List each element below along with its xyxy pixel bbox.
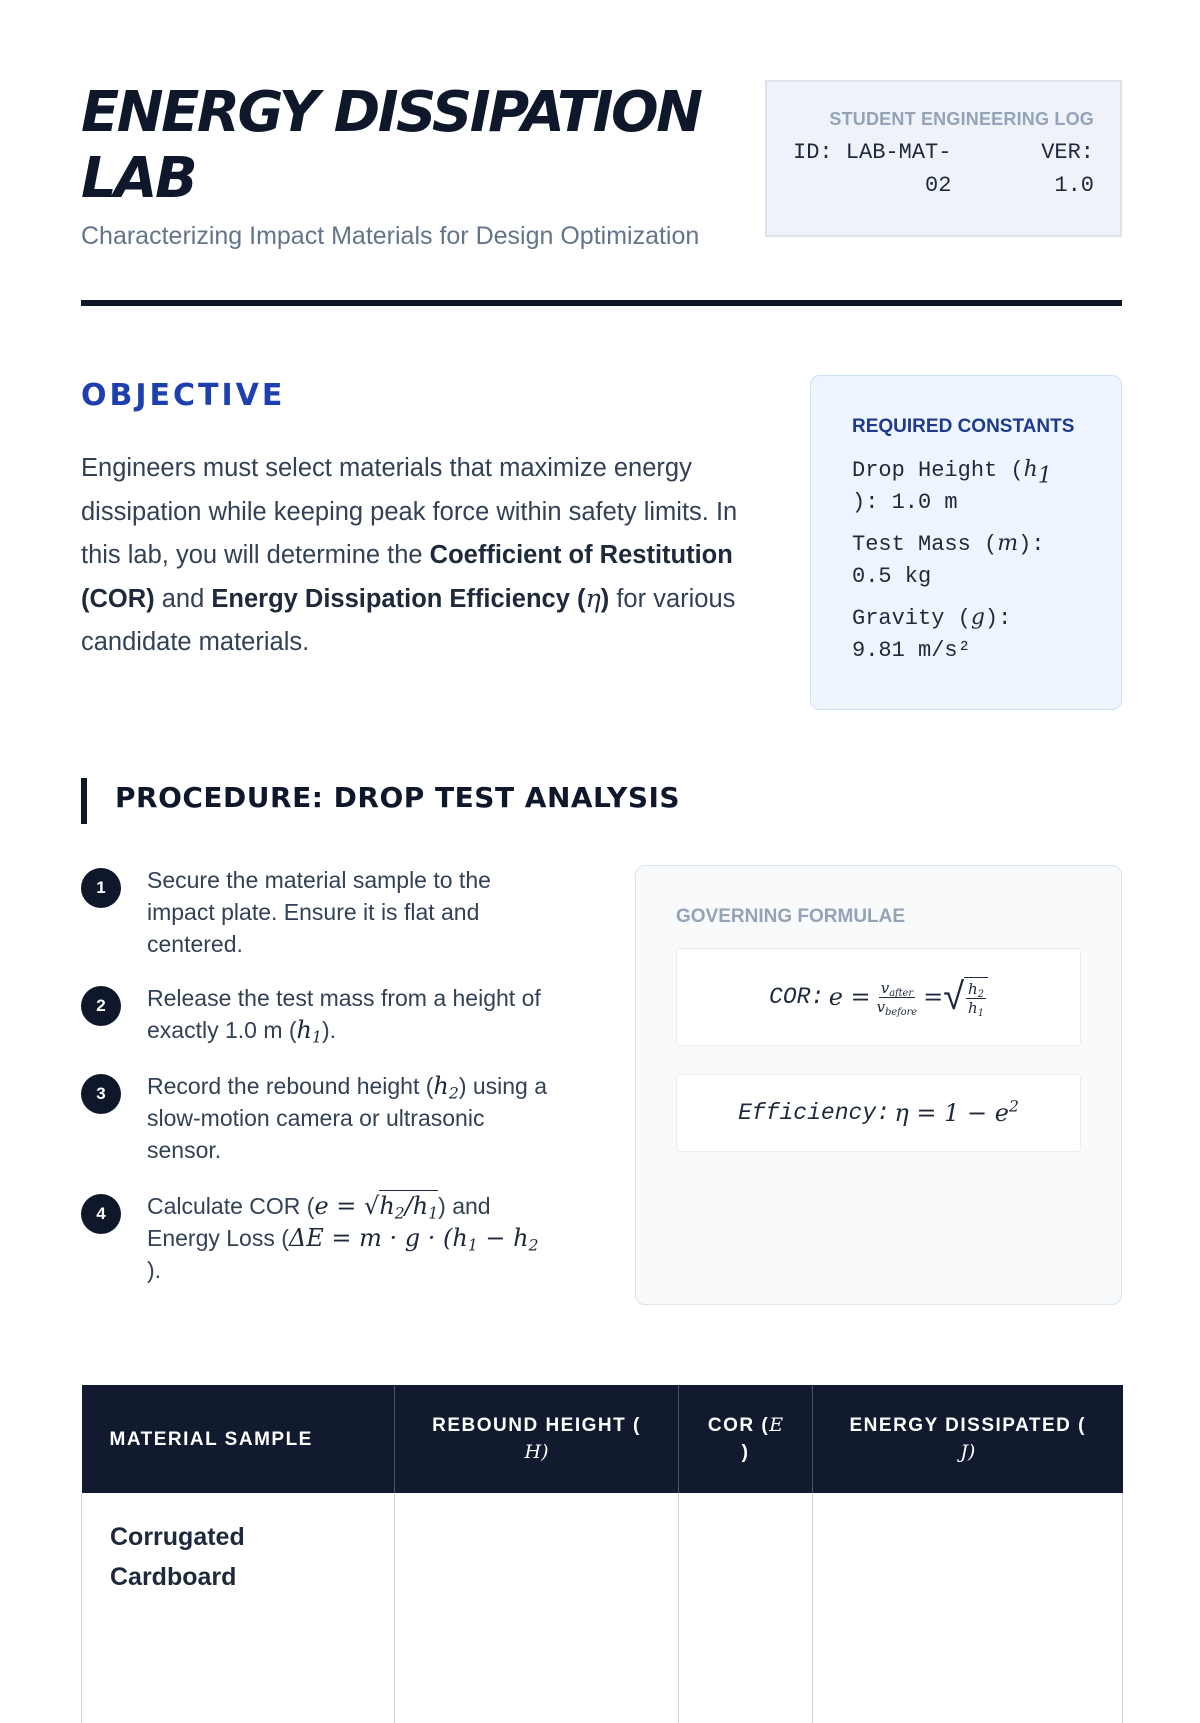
cor-formula: COR: e = $\frac{v_{after}}{v_{before}}$ = √ $\frac{h_2}{h_1}$ xyxy=(676,948,1081,1046)
page-title: ENERGY DISSIPATION LAB xyxy=(81,80,701,211)
procedure-heading: PROCEDURE: DROP TEST ANALYSIS xyxy=(115,781,681,814)
constant-drop-height: Drop Height ($h_1$ ): 1.0 m xyxy=(852,457,1052,515)
step-text: Record the rebound height $(h_2)$ using a slow-motion camera or ultrasonic sensor. xyxy=(147,1072,548,1163)
procedure-accent-bar xyxy=(81,778,87,824)
col-material-sample: MATERIAL SAMPLE xyxy=(82,1385,395,1493)
step-text: Calculate COR $(e = √h_2/h_1)$ and Energy Loss ($\Delta E = m \cdot g \cdot (h_1 - h_2$ ). xyxy=(147,1192,539,1283)
step-number: 4 xyxy=(81,1194,121,1234)
cor-cell[interactable] xyxy=(679,1493,813,1723)
step-number: 2 xyxy=(81,986,121,1026)
results-table xyxy=(81,1385,1123,1723)
governing-formulae-card xyxy=(635,865,1122,1305)
col-energy-dissipated: ENERGY DISSIPATED ( J) xyxy=(813,1385,1123,1493)
step-number: 1 xyxy=(81,868,121,908)
log-version: VER: 1.0 xyxy=(1041,140,1094,198)
objective-heading: OBJECTIVE xyxy=(81,378,286,413)
table-header-row xyxy=(82,1385,1123,1493)
header-divider xyxy=(81,300,1122,306)
required-constants-card xyxy=(810,375,1122,710)
log-ids xyxy=(793,136,1094,202)
step-text: Release the test mass from a height of exactly 1.0 m $(h_1)$. xyxy=(147,985,541,1047)
step-number: 3 xyxy=(81,1074,121,1114)
log-id: ID: LAB-MAT- 02 xyxy=(793,140,952,198)
sample-name-cell: Corrugated Cardboard xyxy=(82,1493,395,1723)
col-rebound-height: REBOUND HEIGHT ( H) xyxy=(395,1385,679,1493)
step-text: Secure the material sample to the impact plate. Ensure it is flat and centered. xyxy=(147,867,491,957)
lab-worksheet xyxy=(81,0,1122,1600)
log-label: STUDENT ENGINEERING LOG xyxy=(829,109,1094,129)
page-subtitle: Characterizing Impact Materials for Design Optimization xyxy=(81,222,700,250)
col-cor: COR (E ) xyxy=(679,1385,813,1493)
objective-paragraph: Engineers must select materials that maximize energy dissipation while keeping peak force within safety limits. In this lab, you will determine the Coefficient of Restitution (COR) and Energy Dissipation Efficiency (η) for various candidate materials. xyxy=(81,454,738,656)
energy-dissipated-cell[interactable] xyxy=(813,1493,1123,1723)
formulae-label: GOVERNING FORMULAE xyxy=(676,906,906,927)
constants-label: REQUIRED CONSTANTS xyxy=(852,416,1075,437)
table-row xyxy=(82,1493,1123,1723)
rebound-height-cell[interactable] xyxy=(395,1493,679,1723)
efficiency-formula: Efficiency: $\eta = 1 - e^2$ xyxy=(676,1074,1081,1152)
constant-test-mass: Test Mass (m): 0.5 kg xyxy=(852,531,1045,589)
constant-gravity: Gravity (g): 9.81 m/s² xyxy=(852,605,1012,663)
log-info-box xyxy=(765,80,1122,237)
